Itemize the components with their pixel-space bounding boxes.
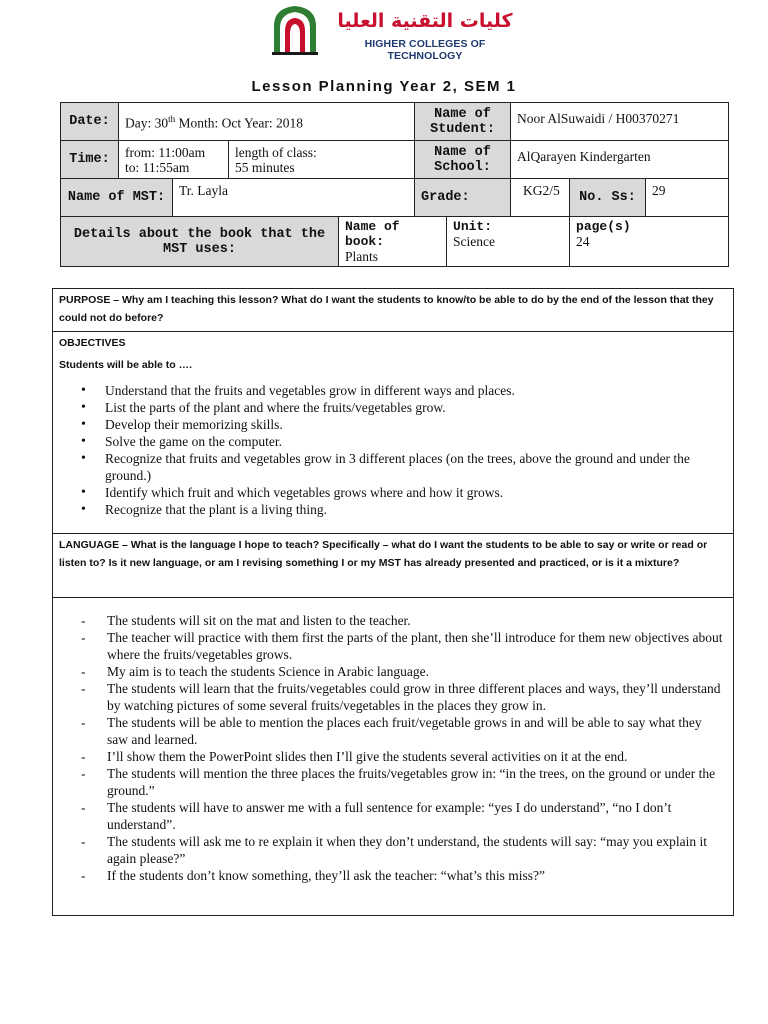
language-item: - The students will ask me to re explain it when they don’t understand, the students will say: “may you explain it again please?”: [107, 833, 723, 867]
lesson-plan-content-table: [52, 288, 734, 916]
objectives-subheading: Students will be able to ….: [59, 359, 193, 371]
objectives-section: [53, 332, 734, 534]
objective-item: • Recognize that the plant is a living thing.: [105, 501, 723, 518]
language-item: - I’ll show them the PowerPoint slides then I’ll give the students several activities on it at the end.: [107, 748, 723, 765]
students-count-value: 29: [646, 179, 729, 217]
objective-item: • Develop their memorizing skills.: [105, 416, 723, 433]
objectives-list: [53, 374, 733, 524]
objective-item: • Recognize that fruits and vegetables grow in 3 different places (on the trees, above the ground and under the ground.): [105, 450, 723, 484]
logo-english-text: HIGHER COLLEGES OF TECHNOLOGY: [364, 38, 486, 62]
language-list: [53, 598, 733, 888]
book-name-cell: [339, 217, 447, 267]
students-count-label: No. Ss:: [570, 179, 646, 217]
book-name-value: Plants: [345, 249, 379, 264]
purpose-section: [53, 289, 734, 332]
language-heading: LANGUAGE – What is the language I hope to teach? Specifically – what do I want the students to be able to say or write or read or listen to? Is it new language, or am I revising something I or my MST has already presented and practiced, or is it a mixture?: [59, 539, 708, 569]
objective-item: • Understand that the fruits and vegetables grow in different ways and places.: [105, 382, 723, 399]
student-name-label: Name of Student:: [415, 103, 511, 141]
objectives-heading: OBJECTIVES: [59, 337, 126, 349]
hct-emblem-icon: [270, 4, 320, 56]
objective-item: • Identify which fruit and which vegetables grows where and how it grows.: [105, 484, 723, 501]
logo-arabic-text: كليات التقنية العليا: [337, 10, 513, 32]
objective-item: • Solve the game on the computer.: [105, 433, 723, 450]
pages-label: page(s): [576, 219, 631, 234]
language-item: - The students will be able to mention the places each fruit/vegetable grows in and will be able to say what they saw and learned.: [107, 714, 723, 748]
mst-name-value: Tr. Layla: [173, 179, 415, 217]
date-label: Date:: [61, 103, 119, 141]
class-length: length of class: 55 minutes: [229, 141, 415, 179]
document-title: Lesson Planning Year 2, SEM 1: [251, 78, 517, 95]
school-name-value: AlQarayen Kindergarten: [511, 141, 729, 179]
mst-name-label: Name of MST:: [61, 179, 173, 217]
pages-cell: [570, 217, 729, 267]
purpose-heading: PURPOSE – Why am I teaching this lesson? What do I want the students to know/to be able to do by the end of the lesson that they could not do before?: [59, 294, 714, 324]
lesson-info-table: [60, 102, 729, 267]
language-item: - The teacher will practice with them first the parts of the plant, then she’ll introduce for them new objectives about where the fruits/vegetables grows.: [107, 629, 723, 663]
pages-value: 24: [576, 234, 590, 249]
date-value: Day: 30th Month: Oct Year: 2018: [119, 103, 415, 141]
language-item: - The students will mention the three places the fruits/vegetables grow in: “in the trees, on the ground or under the ground.”: [107, 765, 723, 799]
grade-value: KG2/5: [511, 179, 570, 217]
time-value: from: 11:00am to: 11:55am: [119, 141, 229, 179]
book-name-label: Name of book:: [345, 219, 400, 249]
grade-label: Grade:: [415, 179, 511, 217]
unit-value: Science: [453, 234, 495, 249]
unit-cell: [447, 217, 570, 267]
language-details-section: [53, 598, 734, 916]
book-details-label: Details about the book that the MST uses:: [61, 217, 339, 267]
hct-logo: [270, 4, 520, 62]
time-label: Time:: [61, 141, 119, 179]
language-item: - The students will have to answer me with a full sentence for example: “yes I do understand”, “no I don’t understand”.: [107, 799, 723, 833]
student-name-value: Noor AlSuwaidi / H00370271: [511, 103, 729, 141]
school-name-label: Name of School:: [415, 141, 511, 179]
unit-label: Unit:: [453, 219, 493, 234]
language-section: [53, 534, 734, 598]
objective-item: • List the parts of the plant and where the fruits/vegetables grow.: [105, 399, 723, 416]
language-item: - If the students don’t know something, they’ll ask the teacher: “what’s this miss?”: [107, 867, 723, 884]
language-item: - My aim is to teach the students Science in Arabic language.: [107, 663, 723, 680]
language-item: - The students will learn that the fruits/vegetables could grow in three different places and ways, they’ll understand by watching pictures of some several fruits/vegetables in the places they grow in.: [107, 680, 723, 714]
language-item: - The students will sit on the mat and listen to the teacher.: [107, 612, 723, 629]
